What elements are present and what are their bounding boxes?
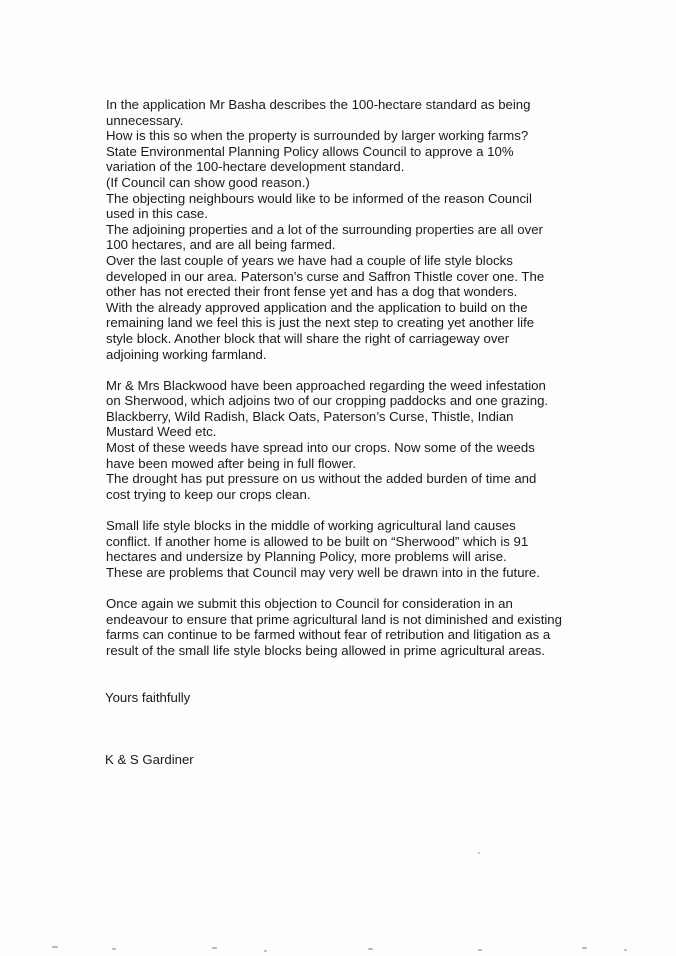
- letter-body: [106, 97, 568, 674]
- text-line: Mustard Weed etc.: [106, 424, 217, 440]
- text-line: Mr & Mrs Blackwood have been approached regarding the weed infestation: [106, 377, 546, 393]
- text-line: These are problems that Council may very well be drawn into in the future.: [106, 564, 540, 580]
- text-line: The objecting neighbours would like to be informed of the reason Council: [106, 190, 532, 206]
- text-line: Blackberry, Wild Radish, Black Oats, Paterson’s Curse, Thistle, Indian: [106, 408, 514, 424]
- scan-speck: [112, 948, 116, 950]
- text-line: variation of the 100-hectare development standard.: [106, 159, 405, 175]
- text-line: The adjoining properties and a lot of the surrounding properties are all over: [106, 221, 543, 237]
- scan-speck: [478, 949, 482, 951]
- text-line: endeavour to ensure that prime agricultural land is not diminished and existing: [106, 611, 562, 627]
- paragraph-1: [106, 97, 568, 362]
- text-line: 100 hectares, and are all being farmed.: [106, 237, 336, 253]
- text-line: conflict. If another home is allowed to be built on “Sherwood” which is 91: [106, 533, 529, 549]
- text-line: used in this case.: [106, 206, 208, 222]
- paragraph-3: [106, 518, 568, 580]
- paragraph-4: [106, 596, 568, 658]
- scan-speck: [368, 948, 373, 950]
- text-line: (If Council can show good reason.): [106, 174, 310, 190]
- text-line: The drought has put pressure on us without the added burden of time and: [106, 471, 537, 487]
- text-line: developed in our area. Paterson’s curse and Saffron Thistle cover one. The: [106, 268, 545, 284]
- text-line: result of the small life style blocks being allowed in prime agricultural areas.: [106, 642, 546, 658]
- text-line: With the already approved application and the application to build on the: [106, 299, 528, 315]
- text-line: Over the last couple of years we have had a couple of life style blocks: [106, 252, 513, 268]
- text-line: cost trying to keep our crops clean.: [106, 486, 311, 502]
- scan-speck: [52, 946, 58, 948]
- text-line: In the application Mr Basha describes the 100-hectare standard as being: [106, 97, 531, 112]
- text-line: Once again we submit this objection to Council for consideration in an: [106, 596, 513, 611]
- text-line: Most of these weeds have spread into our crops. Now some of the weeds: [106, 440, 535, 456]
- text-line: How is this so when the property is surrounded by larger working farms?: [106, 128, 529, 144]
- text-line: other has not erected their front fense yet and has a dog that wonders.: [106, 284, 518, 300]
- text-line: style block. Another block that will share the right of carriageway over: [106, 330, 510, 346]
- text-line: remaining land we feel this is just the next step to creating yet another life: [106, 315, 535, 331]
- signature-name: K & S Gardiner: [105, 752, 194, 767]
- text-line: unnecessary.: [106, 112, 184, 128]
- paragraph-2: [106, 378, 568, 503]
- scan-speck: [582, 947, 587, 949]
- text-line: hectares and undersize by Planning Policy, more problems will arise.: [106, 549, 507, 565]
- scan-speck: [478, 852, 480, 854]
- scan-speck: [264, 950, 267, 952]
- text-line: farms can continue to be farmed without fear of retribution and litigation as a: [106, 627, 551, 643]
- text-line: State Environmental Planning Policy allows Council to approve a 10%: [106, 143, 514, 159]
- scan-speck: [624, 949, 627, 951]
- closing-salutation: Yours faithfully: [105, 690, 191, 705]
- text-line: have been mowed after being in full flower.: [106, 455, 356, 471]
- text-line: adjoining working farmland.: [106, 346, 267, 362]
- scan-speck: [212, 947, 217, 949]
- text-line: on Sherwood, which adjoins two of our cropping paddocks and one grazing.: [106, 393, 549, 409]
- text-line: Small life style blocks in the middle of working agricultural land causes: [106, 518, 516, 534]
